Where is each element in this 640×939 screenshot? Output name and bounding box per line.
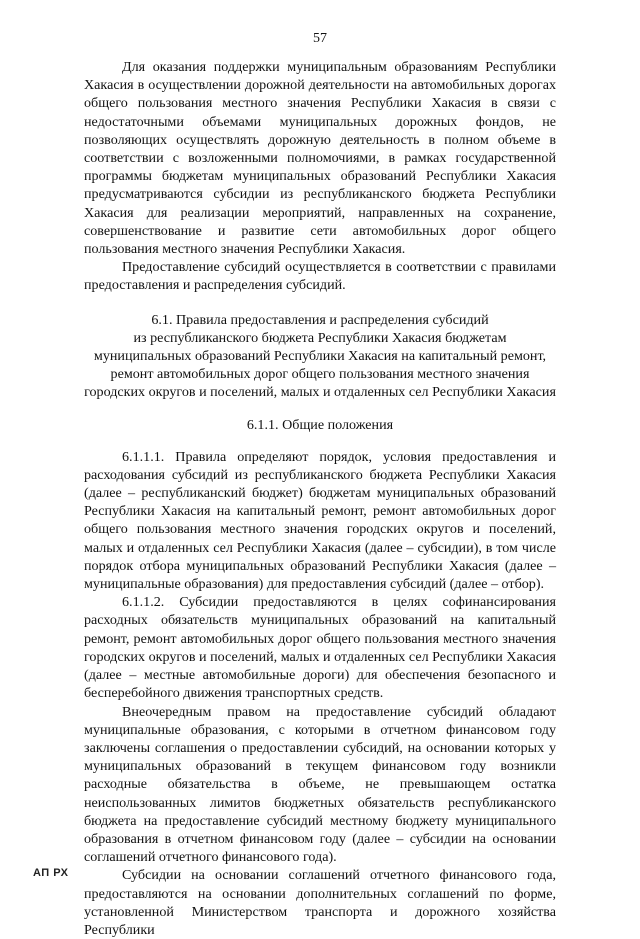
paragraph-priority-right: Внеочередным правом на предоставление субсидий обладают муниципальные образования, с которыми в отчетном финансовом году заключены соглашения о предоставлении субсидий, на основании которых у муниципальных образований в текущем финансовом году возникли расходные обязательства в объеме, не превышающем остатка неиспользованных лимитов бюджетных обязательств республиканского бюджета на предоставление субсидий местному бюджету муниципального образования в отчетном финансовом году (далее – субсидии на основании соглашений отчетного финансового года). xyxy=(84,703,556,866)
paragraph-intro-1: Для оказания поддержки муниципальным образованиям Республики Хакасия в осуществлении дорожной деятельности на автомобильных дорогах общего пользования местного значения Республики Хакасия в связи с недостаточными объемами муниципальных дорожных фондов, не позволяющих осуществлять дорожную деятельность в полном объеме в соответствии с возложенными полномочиями, в рамках государственной программы бюджетам муниципальных образований Республики Хакасия предусматриваются субсидии из республиканского бюджета Республики Хакасия для реализации мероприятий, направленных на сохранение, совершенствование и развитие сети автомобильных дорог общего пользования местного значения Республики Хакасия. xyxy=(84,59,556,258)
section-6-1-title-line: 6.1. Правила предоставления и распределения субсидий xyxy=(151,311,489,328)
section-6-1-title-line: муниципальных образований Республики Хакасия на капитальный ремонт, xyxy=(93,348,547,365)
section-6-1-title-line: ремонт автомобильных дорог общего пользования местного значения xyxy=(110,366,530,383)
page-number: 57 xyxy=(313,31,327,46)
paragraph-intro-2: Предоставление субсидий осуществляется в соответствии с правилами предоставления и распределения субсидий. xyxy=(84,259,556,294)
paragraph-6-1-1-2: 6.1.1.2. Субсидии предоставляются в целях софинансирования расходных обязательств муниципальных образований на капитальный ремонт, ремонт автомобильных дорог общего пользования местного значения городских округов и поселений, малых и отдаленных сел Республики Хакасия (далее – местные автомобильные дороги) для обеспечения безопасного и бесперебойного движения транспортных средств. xyxy=(84,594,556,702)
section-6-1-title xyxy=(84,311,556,402)
section-6-1-1-title: 6.1.1. Общие положения xyxy=(246,416,394,433)
document-body xyxy=(84,58,556,939)
section-6-1-title-line: городских округов и поселений, малых и отдаленных сел Республики Хакасия xyxy=(84,384,556,401)
paragraph-6-1-1-1: 6.1.1.1. Правила определяют порядок, условия предоставления и расходования субсидий из республиканского бюджета Республики Хакасия (далее – республиканский бюджет) бюджетам муниципальных образований Республики Хакасия на капитальный ремонт, ремонт автомобильных дорог общего пользования местного значения городских округов и поселений, малых и отдаленных сел Республики Хакасия (далее – субсидии), в том числе порядок отбора муниципальных образований Республики Хакасия (далее – муниципальные образования) для предоставления субсидий (далее – отбор). xyxy=(84,448,556,593)
footer-stamp: АП РХ xyxy=(33,867,69,879)
paragraph-subsidies-agreements: Субсидии на основании соглашений отчетного финансового года, предоставляются на основании дополнительных соглашений по форме, установленной Министерством транспорта и дорожного хозяйства Республики xyxy=(84,867,556,938)
section-6-1-title-line: из республиканского бюджета Республики Хакасия бюджетам xyxy=(133,329,507,346)
